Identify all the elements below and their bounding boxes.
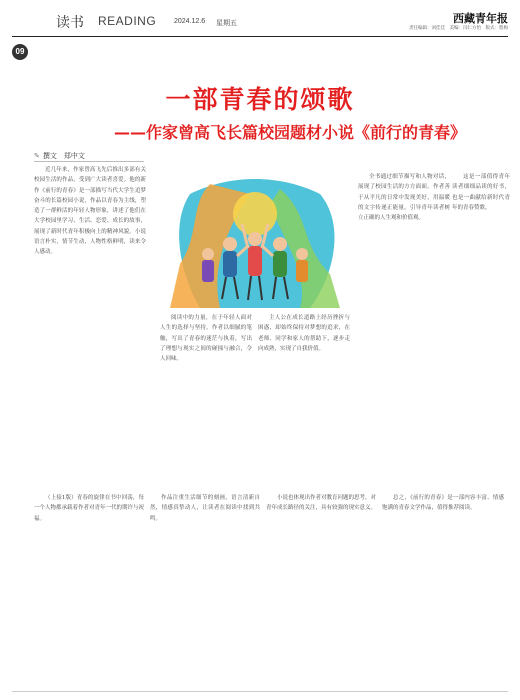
article-bottom-column-3 [266, 493, 376, 689]
pen-icon: ✎ [34, 152, 40, 160]
article-column-3 [258, 313, 350, 487]
section-label-en: READING [98, 14, 157, 28]
column-text: 阅读中的力量，在于年轻人面对人生的选择与坚持。作者以细腻的笔触，写出了青春的迷茫与执着，写出了理想与现实之间的碰撞与融合，令人回味。 [160, 315, 252, 363]
author-name: 郑中文 [63, 152, 85, 160]
column-text: （上接1版）青春的旋律在书中回荡，每一个人物都承载着作者对青年一代的期许与祝福。 [34, 495, 144, 522]
page-number-badge: 09 [12, 44, 28, 60]
article-bottom-column-1 [34, 493, 144, 689]
article-column-1 [34, 165, 146, 487]
column-text: 近几年来，作家曾高飞先后推出多部有关校园生活的作品，受到广大读者喜爱。他的新作《前行的青春》是一部描写当代大学生追梦奋斗的长篇校园小说，作品以青春为主线，塑造了一群鲜活的年轻人物形象，讲述了他们在大学校园里学习、生活、恋爱、成长的故事，展现了新时代青年积极向上的精神风貌。小说语言朴实，情节生动，人物性格鲜明，读来令人感动。 [34, 167, 146, 256]
article-column-2 [160, 313, 252, 487]
page-header [12, 14, 508, 37]
article-column-4 [358, 172, 450, 487]
column-text: 全书通过细节描写和人物对话，展现了校园生活的方方面面。作者善于从平凡的日常中发现美好，用温暖的文字传递正能量，引导青年读者树立正确的人生观和价值观。 [358, 174, 450, 222]
column-text: 这是一部值得青年读者细细品读的好书，也是一曲献给新时代青年的青春赞歌。 [452, 174, 510, 211]
article-byline [34, 151, 85, 161]
byline-prefix: 撰文 [42, 152, 57, 160]
column-text: 小说也体现出作者对教育问题的思考，对青年成长路径的关注，具有较强的现实意义。 [266, 495, 376, 512]
article-bottom-column-2 [150, 493, 260, 689]
issue-weekday: 星期五 [216, 19, 237, 27]
section-label: 读书 [56, 15, 84, 31]
column-text: 作品注重生活细节的刻画，语言清新自然，情感真挚动人，让读者在阅读中找到共鸣。 [150, 495, 260, 522]
editor-credits: 责任编辑：刘佳佳 美编：闫仁方怡 版式：程梅 [409, 26, 508, 31]
page-footer-rule [12, 691, 508, 692]
column-text: 总之，《前行的青春》是一部内容丰富、情感饱满的青春文学作品，值得推荐阅读。 [382, 495, 504, 512]
byline-divider [34, 161, 144, 162]
article-bottom-column-4 [382, 493, 504, 689]
article-subheadline: ——作家曾高飞长篇校园题材小说《前行的青春》 [113, 123, 466, 142]
issue-date: 2024.12.6 [174, 18, 206, 25]
column-text: 主人公在成长道路上经历挫折与困惑，却始终保持对梦想的追求，在老师、同学和家人的帮助下，逐步走向成熟，实现了自我价值。 [258, 315, 350, 352]
article-headline: 一部青春的颂歌 [165, 85, 355, 114]
newspaper-masthead: 西藏青年报 [453, 12, 508, 25]
article-column-5 [452, 172, 510, 487]
students-illustration [160, 174, 350, 308]
